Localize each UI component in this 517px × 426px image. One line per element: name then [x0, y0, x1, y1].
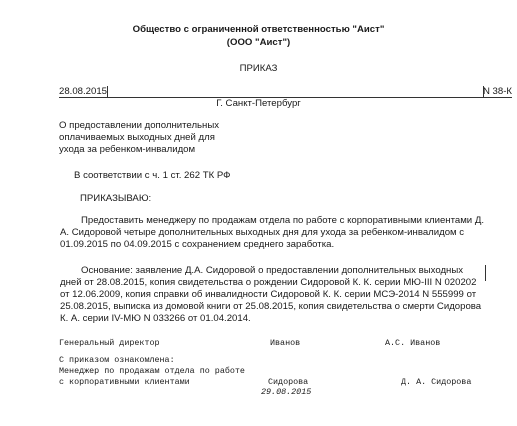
- grounds-paragraph: Основание: заявление Д.А. Сидоровой о предоставлении дополнительных выходных дней от 28.08.2015, копия свидетельства о рождении Сидоровой К. К. серии МЮ-III N 020202 от 12.06.2009, копия справки об инвалидности Сидоровой К. К. серии МСЭ-2014 N 555999 от 25.08.2015, выписка из домовой книги от 25.08.2015, копия свидетельства о смерти Сидорова К. А. серии IV-МЮ N 033266 от 01.04.2014.: [60, 265, 482, 324]
- acknowledgment-title: С приказом ознакомлена:: [59, 355, 175, 365]
- order-paragraph: Предоставить менеджеру по продажам отдела по работе с корпоративными клиентами Д. А. Сидоровой четыре дополнительных выходных дня для ухода за ребенком-инвалидом с 01.09.2015 по 04.09.2015 с сохранением среднего заработка.: [60, 215, 484, 250]
- date-field-border: [107, 86, 108, 98]
- paragraph-margin-line: [485, 265, 486, 281]
- employee-position-line1: Менеджер по продажам отдела по работе: [59, 366, 245, 376]
- employee-position-line2: с корпоративными клиентами: [59, 377, 190, 387]
- number-field-border: [483, 86, 484, 98]
- acknowledgment-date: 29.08.2015: [261, 387, 312, 397]
- employee-signature: Сидорова: [268, 377, 309, 387]
- organization-full-name: Общество с ограниченной ответственностью "Аист": [132, 24, 385, 35]
- legal-basis: В соответствии с ч. 1 ст. 262 ТК РФ: [74, 170, 231, 181]
- signer-signature: Иванов: [270, 338, 301, 348]
- order-word: ПРИКАЗЫВАЮ:: [80, 193, 152, 204]
- organization-short-name: (ООО "Аист"): [226, 37, 291, 48]
- document-number: N 38-К: [482, 86, 512, 97]
- signer-name: А.С. Иванов: [385, 338, 441, 348]
- document-date: 28.08.2015: [59, 86, 108, 97]
- signer-position: Генеральный директор: [59, 338, 160, 348]
- document-subject: О предоставлении дополнительных оплачиваемых выходных дней для ухода за ребенком-инвалидом: [59, 120, 220, 155]
- employee-name: Д. А. Сидорова: [401, 377, 472, 387]
- document-city: Г. Санкт-Петербург: [216, 98, 301, 109]
- document-type: ПРИКАЗ: [239, 63, 278, 74]
